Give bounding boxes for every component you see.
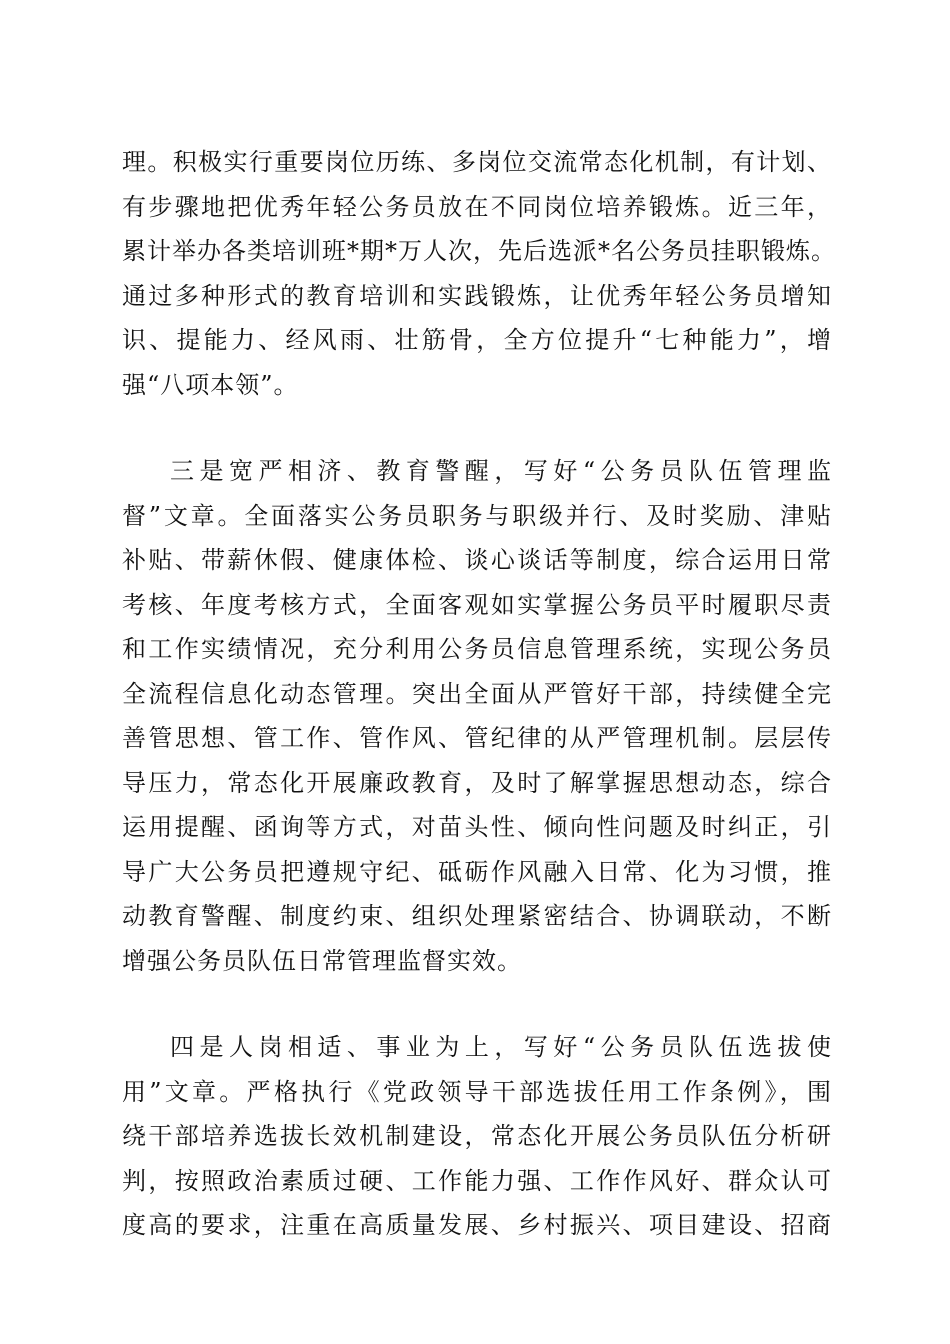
text-line: 三是宽严相济、教育警醒，写好“公务员队伍管理监	[170, 457, 832, 485]
text-line: 全流程信息化动态管理。突出全面从严管好干部，持续健全完	[122, 679, 832, 708]
text-line: 有步骤地把优秀年轻公务员放在不同岗位培养锻炼。近三年，	[122, 192, 832, 221]
paragraph-2	[122, 449, 832, 983]
text-line: 考核、年度考核方式，全面客观如实掌握公务员平时履职尽责	[122, 590, 832, 619]
text-line: 理。积极实行重要岗位历练、多岗位交流常态化机制，有计划、	[122, 148, 832, 176]
paragraph-spacer	[122, 983, 832, 1025]
text-line: 补贴、带薪休假、健康体检、谈心谈话等制度，综合运用日常	[122, 546, 832, 574]
text-line: 和工作实绩情况，充分利用公务员信息管理系统，实现公务员	[122, 635, 832, 663]
text-line: 累计举办各类培训班*期*万人次，先后选派*名公务员挂职锻炼。	[122, 237, 836, 265]
text-line: 绕干部培养选拔长效机制建设，常态化开展公务员队伍分析研	[122, 1122, 832, 1150]
text-line: 识、提能力、经风雨、壮筋骨，全方位提升“七种能力”，增	[122, 326, 832, 354]
text-line: 增强公务员队伍日常管理监督实效。	[122, 946, 522, 975]
text-line: 判，按照政治素质过硬、工作能力强、工作作风好、群众认可	[122, 1166, 832, 1195]
text-line: 善管思想、管工作、管作风、管纪律的从严管理机制。层层传	[122, 724, 832, 752]
text-line: 导压力，常态化开展廉政教育，及时了解掌握思想动态，综合	[122, 768, 832, 797]
text-line: 导广大公务员把遵规守纪、砥砺作风融入日常、化为习惯，推	[122, 857, 832, 886]
paragraph-spacer	[122, 407, 832, 449]
text-line: 运用提醒、函询等方式，对苗头性、倾向性问题及时纠正，引	[122, 813, 832, 841]
text-line: 用”文章。严格执行《党政领导干部选拔任用工作条例》，围	[122, 1077, 832, 1106]
text-line: 度高的要求，注重在高质量发展、乡村振兴、项目建设、招商	[122, 1211, 832, 1239]
paragraph-3	[122, 1025, 832, 1248]
text-line: 通过多种形式的教育培训和实践锻炼，让优秀年轻公务员增知	[122, 281, 832, 310]
paragraph-1	[122, 140, 836, 407]
text-line: 强“八项本领”。	[122, 370, 299, 399]
text-line: 督”文章。全面落实公务员职务与职级并行、及时奖励、津贴	[122, 501, 832, 530]
text-line: 动教育警醒、制度约束、组织处理紧密结合、协调联动，不断	[122, 902, 832, 930]
document-body	[122, 140, 836, 1248]
text-line: 四是人岗相适、事业为上，写好“公务员队伍选拔使	[170, 1033, 832, 1061]
